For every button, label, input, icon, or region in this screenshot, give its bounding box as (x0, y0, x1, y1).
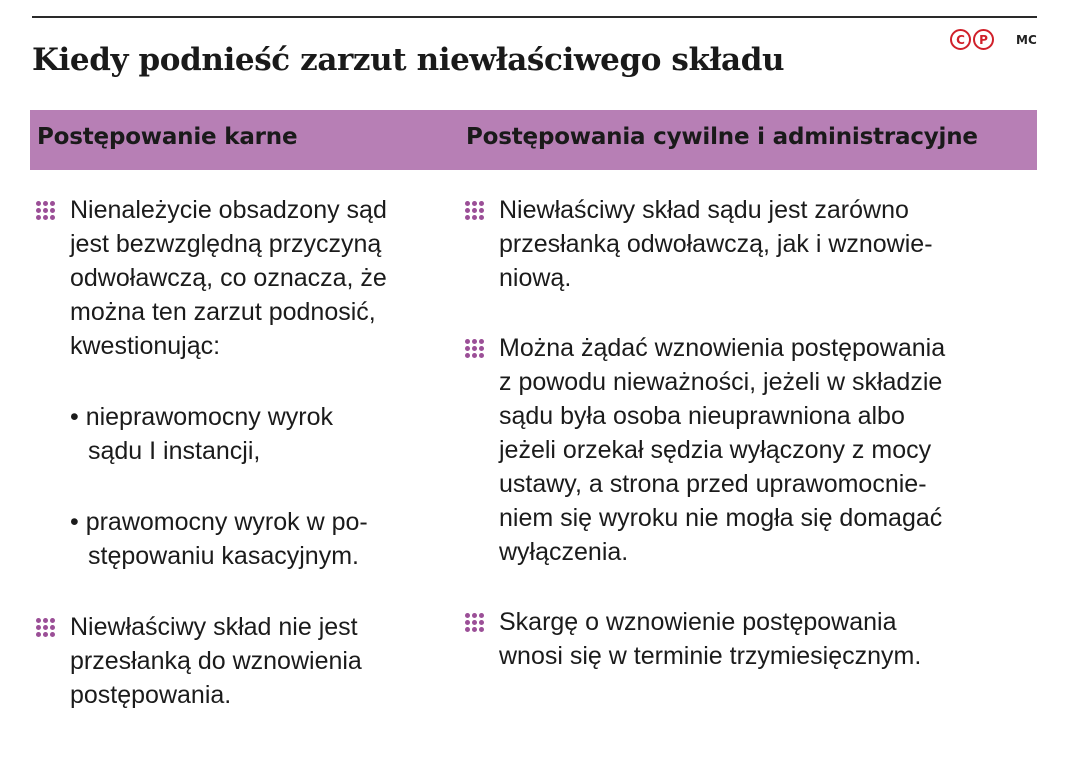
list-item-text: Niewłaściwy skład nie jest przesłanką do wznowienia postępowania. (70, 613, 362, 709)
list-item-text: Niewłaściwy skład sądu jest zarówno przesłanką odwoławczą, jak i wznowie- niową. (499, 196, 933, 292)
list-item (465, 193, 1035, 295)
column-civil-administrative (465, 193, 1035, 673)
dot-grid-bullet-icon (36, 201, 56, 221)
author-credit: MC (1016, 33, 1037, 47)
list-item (465, 605, 1035, 673)
column-criminal (36, 193, 446, 712)
list-item-text: Nienależycie obsadzony sąd jest bezwzględną przyczyną odwoławczą, co oznacza, że można ten zarzut podnosić, kwestionując: (70, 196, 387, 360)
list-item (465, 331, 1035, 569)
dot-grid-bullet-icon (36, 618, 56, 638)
header-civil-administrative: Postępowania cywilne i administracyjne (466, 124, 978, 150)
list-item (36, 193, 446, 363)
sub-list-item-text: • prawomocny wyrok w po- stępowaniu kasacyjnym. (70, 508, 368, 570)
publisher-logo (950, 29, 994, 50)
table-header (30, 110, 1037, 170)
sub-list-item (36, 505, 446, 573)
list-item-text: Można żądać wznowienia postępowania z powodu nieważności, jeżeli w składzie sądu była osoba nieuprawniona albo jeżeli orzekał sędzia wyłączony z mocy ustawy, a strona przed uprawomocnie- niem się wyroku nie mogła się domagać wyłączenia. (499, 334, 946, 566)
page-title: Kiedy podnieść zarzut niewłaściwego składu (32, 42, 785, 78)
logo-p-icon: P (973, 29, 994, 50)
sub-list-item-text: • nieprawomocny wyrok sądu I instancji, (70, 403, 334, 465)
header-criminal: Postępowanie karne (37, 124, 298, 150)
dot-grid-bullet-icon (465, 339, 485, 359)
dot-grid-bullet-icon (465, 201, 485, 221)
sub-list-item (36, 400, 446, 468)
top-rule (32, 16, 1037, 18)
dot-grid-bullet-icon (465, 613, 485, 633)
list-item (36, 610, 446, 712)
list-item-text: Skargę o wznowienie postępowania wnosi się w terminie trzymiesięcznym. (499, 608, 922, 670)
logo-c-icon: C (950, 29, 971, 50)
